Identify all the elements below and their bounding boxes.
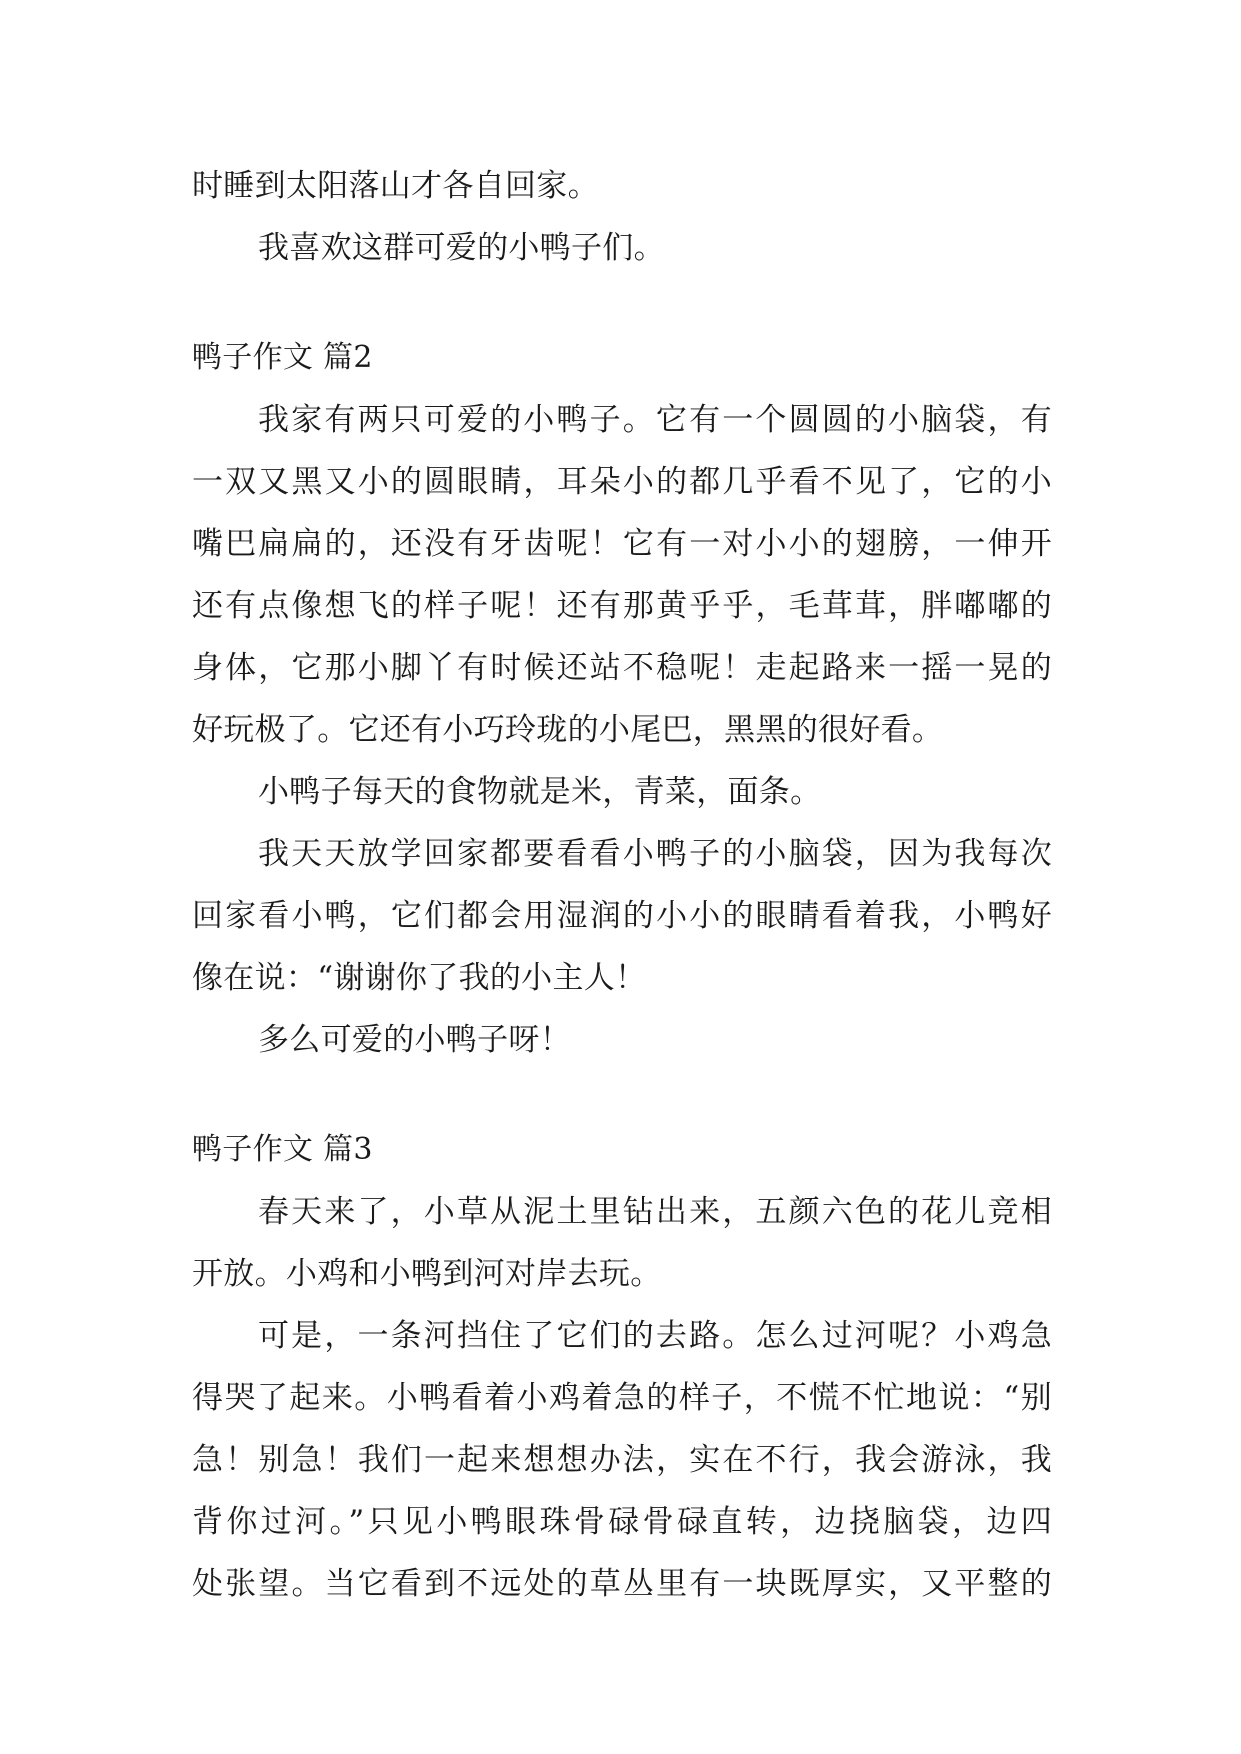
text-line: 我喜欢这群可爱的小鸭子们。 <box>258 230 665 266</box>
text-line: 开放。小鸡和小鸭到河对岸去玩。 <box>192 1256 662 1292</box>
text-line: 好玩极了。它还有小巧玲珑的小尾巴，黑黑的很好看。 <box>192 712 944 748</box>
text-line: 还有点像想飞的样子呢！还有那黄乎乎，毛茸茸，胖嘟嘟的 <box>192 588 1052 624</box>
text-line: 回家看小鸭，它们都会用湿润的小小的眼睛看着我，小鸭好 <box>192 898 1052 934</box>
text-line: 春天来了，小草从泥土里钻出来，五颜六色的花儿竞相 <box>258 1194 1052 1230</box>
text-line: 时睡到太阳落山才各自回家。 <box>192 168 599 204</box>
text-line: 可是，一条河挡住了它们的去路。怎么过河呢？小鸡急 <box>258 1318 1052 1354</box>
text-line: 我天天放学回家都要看看小鸭子的小脑袋，因为我每次 <box>258 836 1052 872</box>
text-line: 多么可爱的小鸭子呀！ <box>258 1022 571 1058</box>
section-heading: 鸭子作文 篇2 <box>192 340 373 375</box>
text-line: 得哭了起来。小鸭看着小鸡着急的样子，不慌不忙地说：“别 <box>192 1380 1052 1416</box>
text-line: 背你过河。”只见小鸭眼珠骨碌骨碌直转，边挠脑袋，边四 <box>192 1504 1052 1540</box>
text-line: 一双又黑又小的圆眼睛，耳朵小的都几乎看不见了，它的小 <box>192 464 1052 500</box>
text-line: 身体，它那小脚丫有时候还站不稳呢！走起路来一摇一晃的 <box>192 650 1052 686</box>
text-line: 像在说：“谢谢你了我的小主人！ <box>192 960 647 996</box>
section-heading: 鸭子作文 篇3 <box>192 1132 373 1167</box>
text-line: 处张望。当它看到不远处的草丛里有一块既厚实，又平整的 <box>192 1566 1052 1602</box>
text-line: 小鸭子每天的食物就是米，青菜，面条。 <box>258 774 822 810</box>
text-line: 嘴巴扁扁的，还没有牙齿呢！它有一对小小的翅膀，一伸开 <box>192 526 1052 562</box>
text-line: 急！别急！我们一起来想想办法，实在不行，我会游泳，我 <box>192 1442 1052 1478</box>
text-line: 我家有两只可爱的小鸭子。它有一个圆圆的小脑袋，有 <box>258 402 1052 438</box>
